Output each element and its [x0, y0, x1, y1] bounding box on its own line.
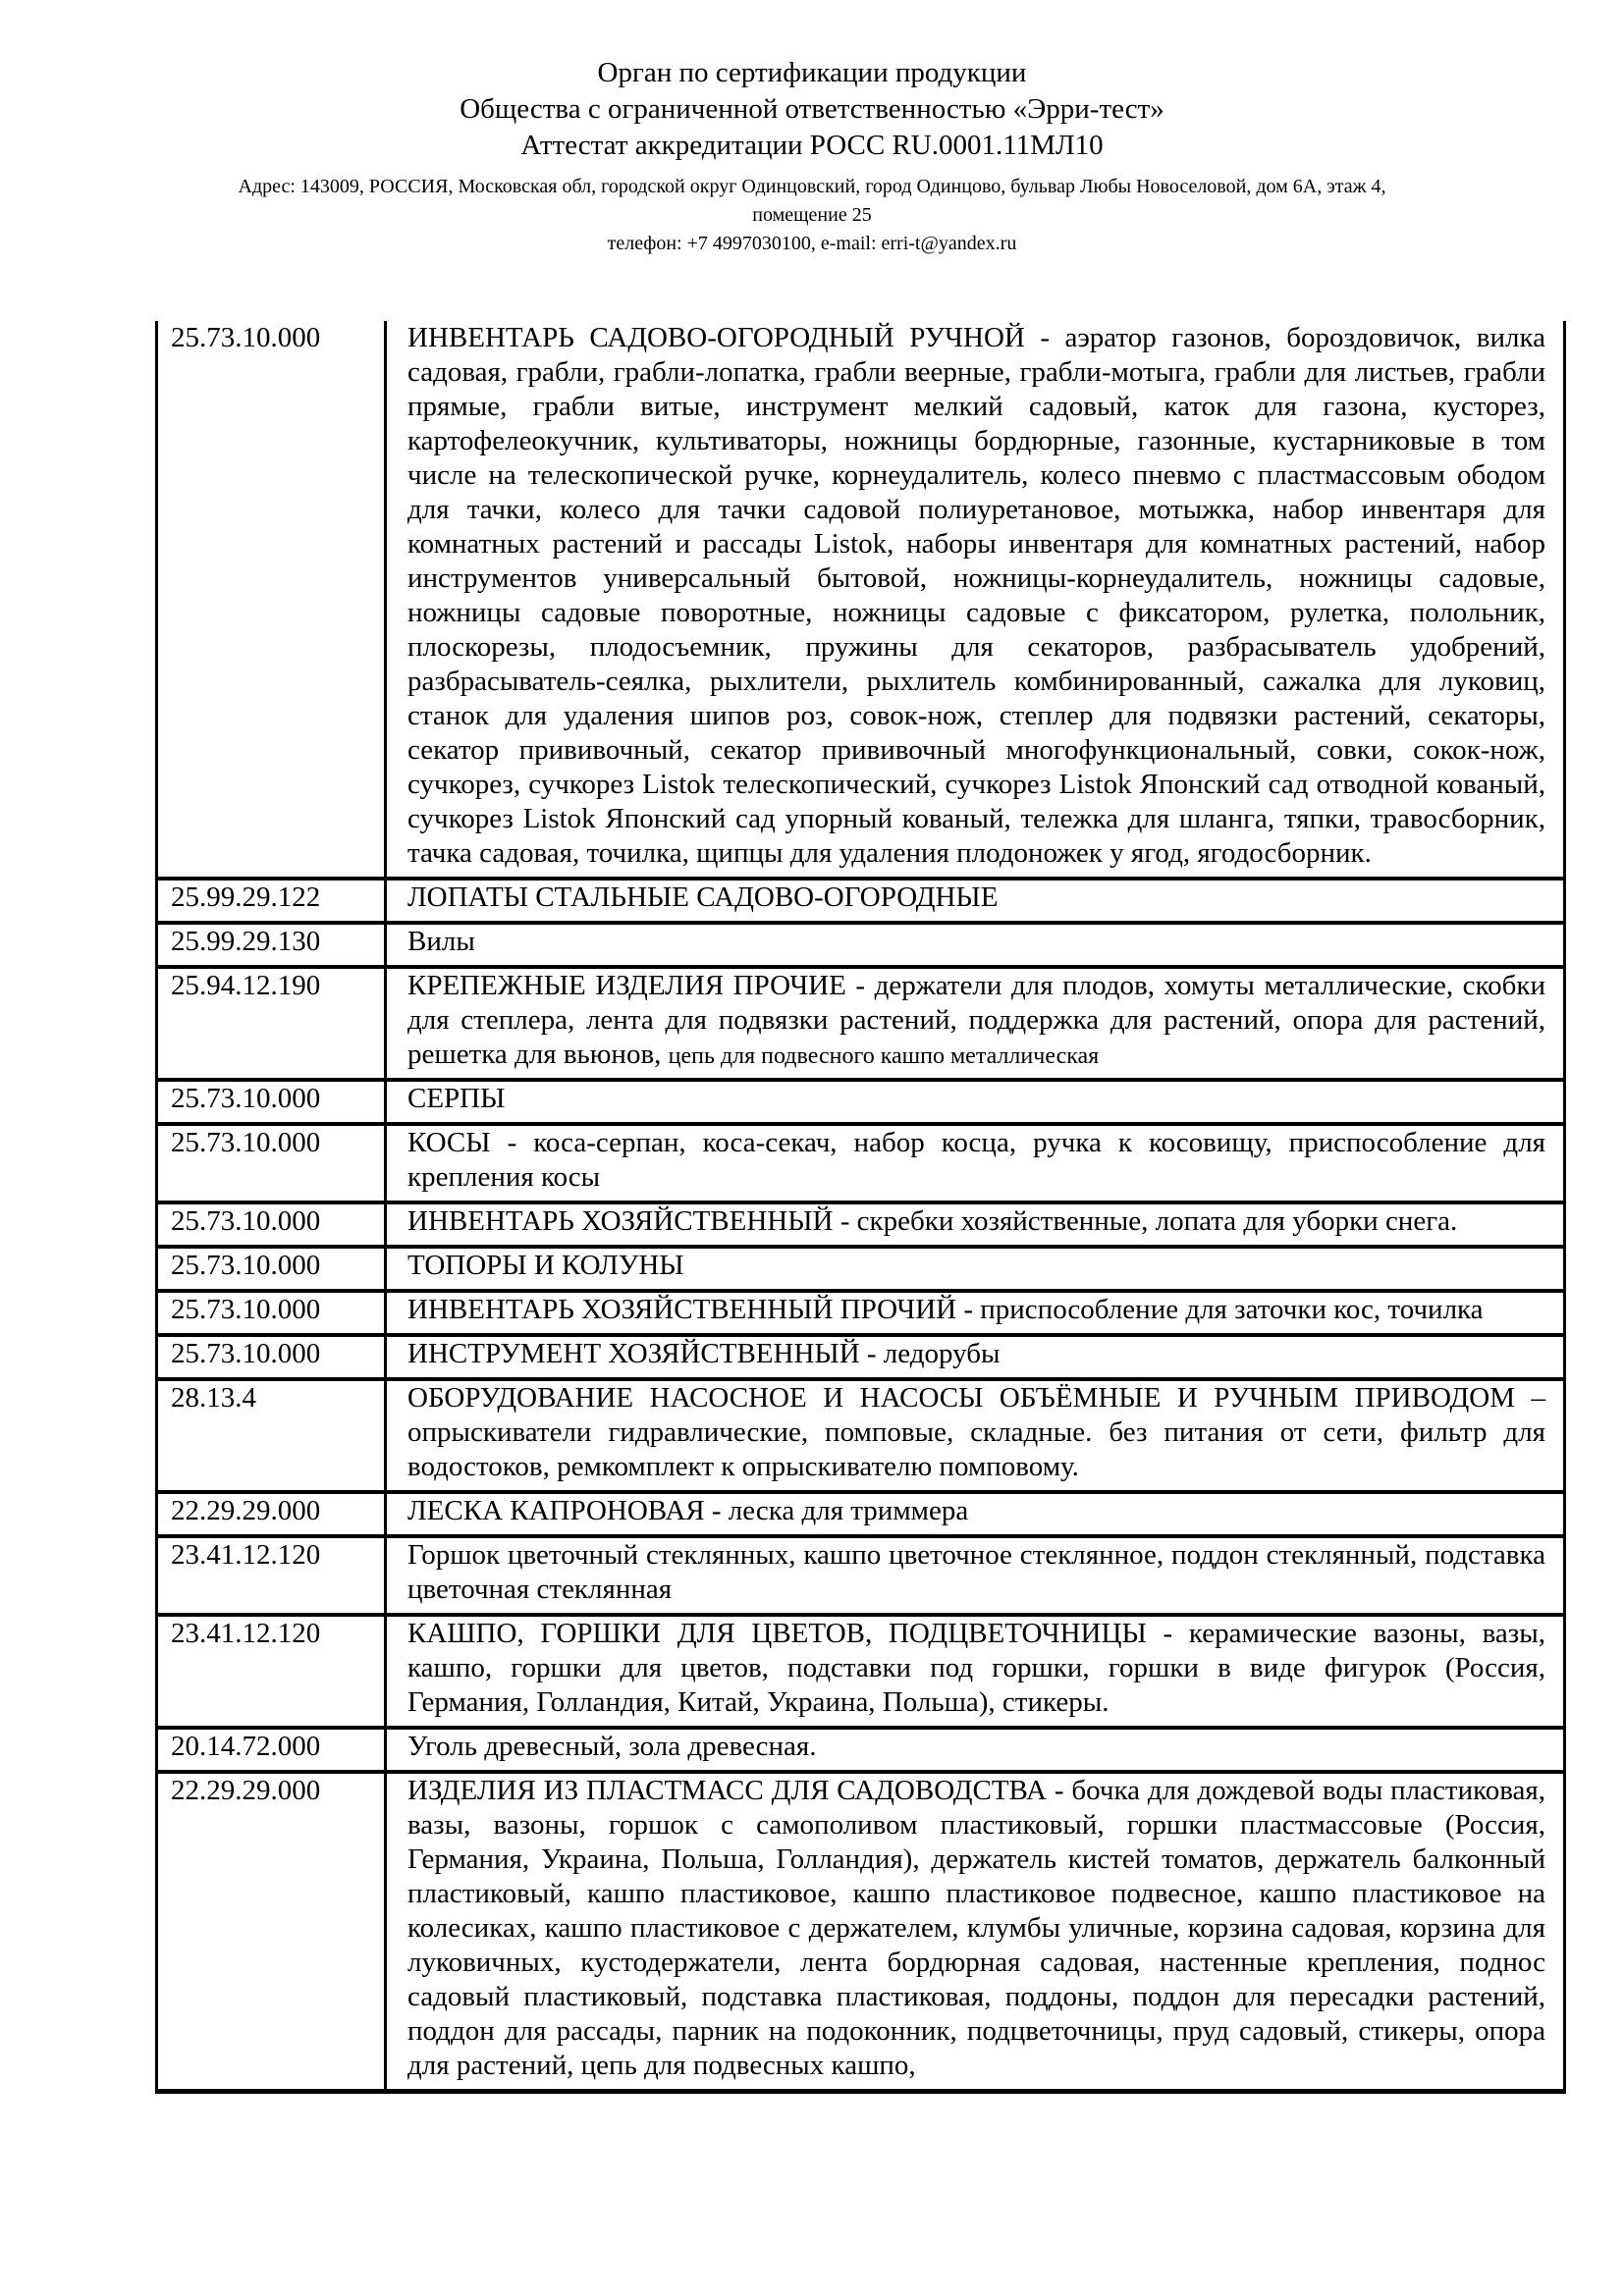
row-description-cell	[386, 1335, 1565, 1379]
row-description-cell	[386, 1124, 1565, 1202]
row-description-cell	[386, 1536, 1565, 1615]
table-row	[157, 1772, 1565, 2092]
row-description-cell	[386, 1615, 1565, 1728]
table-row	[157, 1124, 1565, 1202]
row-description-text: Уголь древесный, зола древесная.	[407, 1731, 817, 1762]
row-description-cell	[386, 1080, 1565, 1124]
row-description-text: ИЗДЕЛИЯ ИЗ ПЛАСТМАСС ДЛЯ САДОВОДСТВА - бочка для дождевой воды пластиковая, вазы, вазоны, горшок с самополивом пластиковый, горшки пластмассовые (Россия, Германия, Украина, Польша, Голландия), держатель кистей томатов, держатель балконный пластиковый, кашпо пластиковое, кашпо пластиковое подвесное, кашпо пластиковое на колесиках, кашпо пластиковое с держателем, клумбы уличные, корзина садовая, корзина для луковичных, кустодержатели, лента бордюрная садовая, настенные крепления, поднос садовый пластиковый, подставка пластиковая, поддоны, поддон для пересадки растений, поддон для рассады, парник на подоконник, подцветочницы, пруд садовый, стикеры, опора для растений, цепь для подвесных кашпо,	[407, 1775, 1545, 2081]
row-description-text: ИНВЕНТАРЬ САДОВО-ОГОРОДНЫЙ РУЧНОЙ - аэратор газонов, бороздовичок, вилка садовая, грабли, грабли-лопатка, грабли веерные, грабли-мотыга, грабли для листьев, грабли прямые, грабли витые, инструмент мелкий садовый, каток для газона, кусторез, картофелеокучник, культиваторы, ножницы бордюрные, газонные, кустарниковые в том числе на телескопической ручке, корнеудалитель, колесо пневмо с пластмассовым ободом для тачки, колесо для тачки садовой полиуретановое, мотыжка, набор инвентаря для комнатных растений и рассады Listok, наборы инвентаря для комнатных растений, набор инструментов универсальный бытовой, ножницы-корнеудалитель, ножницы садовые, ножницы садовые поворотные, ножницы садовые с фиксатором, рулетка, полольник, плоскорезы, плодосъемник, пружины для секаторов, разбрасыватель удобрений, разбрасыватель-сеялка, рыхлители, рыхлитель комбинированный, сажалка для луковиц, станок для удаления шипов роз, совок-нож, степлер для подвязки растений, секаторы, секатор прививочный, секатор прививочный многофункциональный, совки, сокок-нож, сучкорез, сучкорез Listok телескопический, сучкорез Listok Японский сад отводной кованый, сучкорез Listok Японский сад упорный кованый, тележка для шланга, тяпки, травосборник, тачка садовая, точилка, щипцы для удаления плодоножек у ягод, ягодосборник.	[407, 322, 1545, 869]
row-description-cell	[386, 1492, 1565, 1536]
row-description-cell	[386, 1772, 1565, 2092]
accreditation-certificate-line: Аттестат аккредитации РОСС RU.0001.11МЛ10	[520, 130, 1104, 161]
table-row	[157, 1728, 1565, 1772]
table-row	[157, 1536, 1565, 1615]
address-line-1: Адрес: 143009, РОССИЯ, Московская обл, городской округ Одинцовский, город Одинцово, бульвар Любы Новоселовой, дом 6А, этаж 4,	[238, 176, 1386, 197]
row-code-cell: 20.14.72.000	[157, 1728, 386, 1772]
row-description-cell	[386, 1247, 1565, 1291]
table-row	[157, 1202, 1565, 1247]
table-row	[157, 1247, 1565, 1291]
row-description-cell	[386, 879, 1565, 923]
table-row	[157, 1379, 1565, 1492]
org-header-line-2: Общества с ограниченной ответственностью «Эрри-тест»	[460, 93, 1164, 125]
row-description-text: ИНВЕНТАРЬ ХОЗЯЙСТВЕННЫЙ - скребки хозяйственные, лопата для уборки снега.	[407, 1205, 1458, 1237]
row-description-text: СЕРПЫ	[407, 1083, 506, 1114]
table-row	[157, 1291, 1565, 1335]
row-description-cell	[386, 321, 1565, 879]
table-row	[157, 967, 1565, 1080]
row-description-small-text: цепь для подвесного кашпо металлическая	[668, 1043, 1100, 1069]
product-table-body	[157, 321, 1565, 2092]
row-description-cell	[386, 1291, 1565, 1335]
row-description-text: ИНСТРУМЕНТ ХОЗЯЙСТВЕННЫЙ - ледорубы	[407, 1338, 1001, 1369]
row-code-cell: 25.73.10.000	[157, 1080, 386, 1124]
row-code-cell: 25.99.29.130	[157, 923, 386, 967]
row-code-cell: 22.29.29.000	[157, 1772, 386, 2092]
contact-line: телефон: +7 4997030100, e-mail: erri-t@yandex.ru	[607, 233, 1017, 254]
row-description-text: Вилы	[407, 926, 475, 957]
table-row	[157, 1492, 1565, 1536]
row-code-cell: 25.73.10.000	[157, 1202, 386, 1247]
row-code-cell: 22.29.29.000	[157, 1492, 386, 1536]
table-row	[157, 1080, 1565, 1124]
row-code-cell: 23.41.12.120	[157, 1615, 386, 1728]
row-description-cell	[386, 923, 1565, 967]
org-header-line-1: Орган по сертификации продукции	[597, 57, 1027, 88]
address-line-2: помещение 25	[752, 204, 872, 226]
row-code-cell: 25.94.12.190	[157, 967, 386, 1080]
row-code-cell: 25.99.29.122	[157, 879, 386, 923]
row-code-cell: 25.73.10.000	[157, 1335, 386, 1379]
row-description-text: КАШПО, ГОРШКИ ДЛЯ ЦВЕТОВ, ПОДЦВЕТОЧНИЦЫ - керамические вазоны, вазы, кашпо, горшки для цветов, подставки под горшки, горшки в виде фигурок (Россия, Германия, Голландия, Китай, Украина, Польша), стикеры.	[407, 1618, 1545, 1718]
table-row	[157, 1335, 1565, 1379]
row-code-cell: 25.73.10.000	[157, 1291, 386, 1335]
row-description-text: ОБОРУДОВАНИЕ НАСОСНОЕ И НАСОСЫ ОБЪЁМНЫЕ И РУЧНЫМ ПРИВОДОМ – опрыскиватели гидравлические, помповые, складные. без питания от сети, фильтр для водостоков, ремкомплект к опрыскивателю помповому.	[407, 1382, 1545, 1482]
product-codes-table	[155, 321, 1566, 2094]
row-description-text: ЛОПАТЫ СТАЛЬНЫЕ САДОВО-ОГОРОДНЫЕ	[407, 881, 999, 913]
row-description-text: ИНВЕНТАРЬ ХОЗЯЙСТВЕННЫЙ ПРОЧИЙ - приспособление для заточки кос, точилка	[407, 1294, 1484, 1325]
row-description-text: КОСЫ - коса-серпан, коса-секач, набор косца, ручка к косовищу, приспособление для крепления косы	[407, 1127, 1545, 1193]
certification-body-header	[0, 0, 1624, 258]
row-code-cell: 23.41.12.120	[157, 1536, 386, 1615]
row-description-cell	[386, 1202, 1565, 1247]
table-row	[157, 321, 1565, 879]
row-description-cell	[386, 1379, 1565, 1492]
row-description-text: КРЕПЕЖНЫЕ ИЗДЕЛИЯ ПРОЧИЕ - держатели для плодов, хомуты металлические, скобки для степлера, лента для подвязки растений, поддержка для растений, опора для растений, решетка для вьюнов,	[407, 970, 1545, 1070]
row-code-cell: 25.73.10.000	[157, 321, 386, 879]
row-description-cell	[386, 967, 1565, 1080]
row-description-text: Горшок цветочный стеклянных, кашпо цветочное стеклянное, поддон стеклянный, подставка цветочная стеклянная	[407, 1539, 1545, 1605]
row-description-text: ЛЕСКА КАПРОНОВАЯ - леска для триммера	[407, 1495, 969, 1526]
table-row	[157, 1615, 1565, 1728]
table-row	[157, 879, 1565, 923]
row-description-text: ТОПОРЫ И КОЛУНЫ	[407, 1250, 684, 1281]
row-code-cell: 25.73.10.000	[157, 1247, 386, 1291]
row-code-cell: 28.13.4	[157, 1379, 386, 1492]
row-description-cell	[386, 1728, 1565, 1772]
row-code-cell: 25.73.10.000	[157, 1124, 386, 1202]
table-row	[157, 923, 1565, 967]
